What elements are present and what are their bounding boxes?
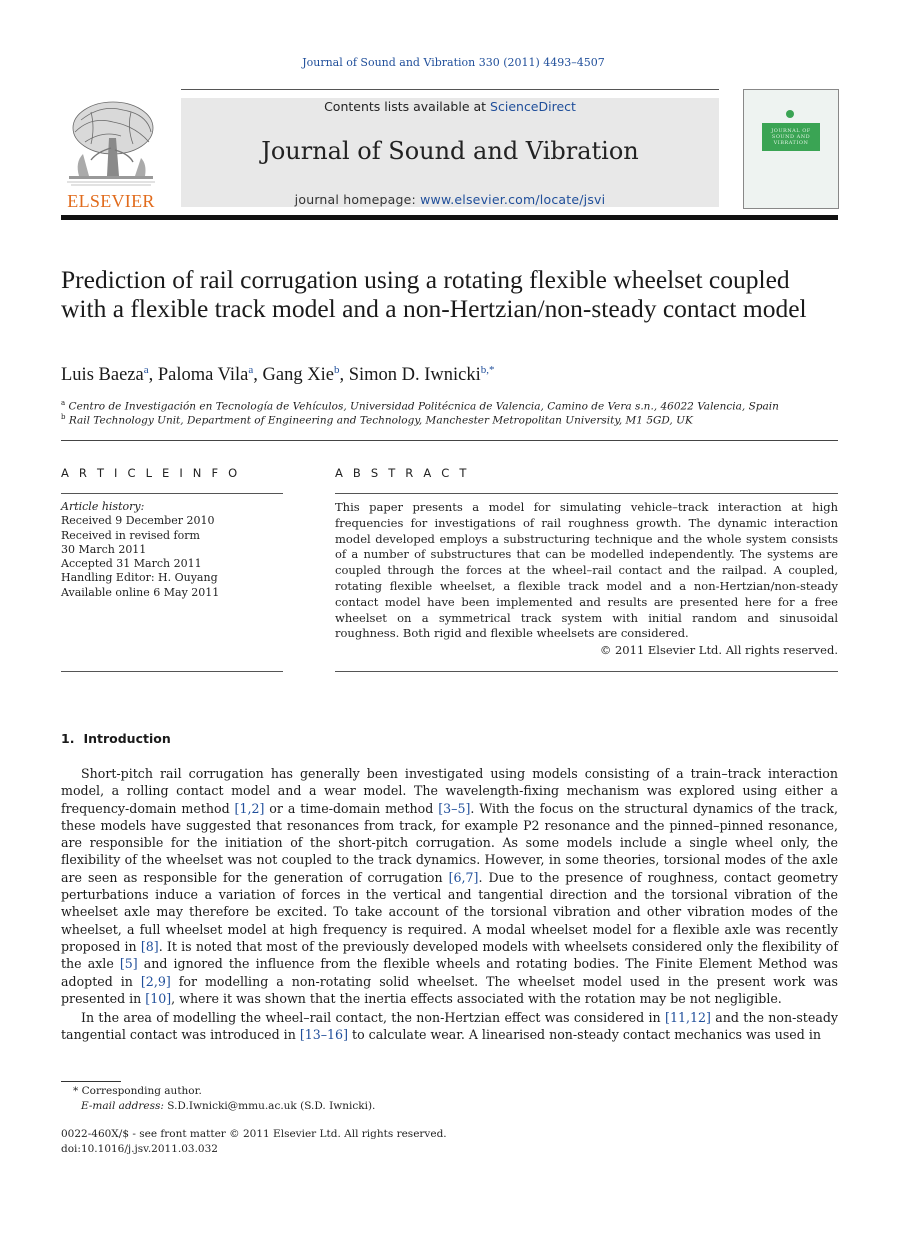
corresponding-author-note: * Corresponding author. [73, 1085, 202, 1097]
article-history [61, 500, 283, 600]
header-bottom-rule [61, 215, 838, 220]
author-name[interactable]: Simon D. Iwnicki [348, 365, 481, 386]
section-number: 1. [61, 731, 75, 746]
elsevier-tree-icon [61, 98, 161, 190]
section-heading [61, 731, 171, 746]
paragraph-text: . Due to the presence of roughness, contact geometry perturbations induce a variation of forces in the vertical and tangential direction and the torsional vibration of the wheelset axle may therefore be excited. To take account of the torsional vibration and other vibration modes of the wheelset, a full wheelset model at high frequency is required. A modal wheelset model for a flexible axle was recently proposed in [61, 869, 839, 954]
article-info-heading: A R T I C L E I N F O [61, 466, 241, 480]
divider [335, 493, 838, 494]
author-affil-mark[interactable]: a [248, 364, 254, 376]
homepage-link[interactable]: www.elsevier.com/locate/jsvi [420, 192, 606, 207]
paragraph-text: Short-pitch rail corrugation has generally been investigated using models consisting of a train–track interaction model, a rolling contact model and a wear model. The wavelength-fixing mechanism was explored using either a frequency-domain method [61, 766, 838, 816]
email-label: E-mail address: [81, 1100, 164, 1112]
author-name[interactable]: Luis Baeza [61, 365, 144, 386]
abstract-text: This paper presents a model for simulating vehicle–track interaction at high frequencies for investigations of rail roughness growth. The dynamic interaction model developed employs a substructuring technique and the whole system consists of a number of substructures that can be modelled independently. The systems are coupled through the forces at the wheel–rail contact and the railpad. A coupled, rotating flexible wheelset, a flexible track model and a non-Hertzian/non-steady contact model have been implemented and results are presented here for a free wheelset on a symmetrical track system with initial random and sinusoidal roughness. Both rigid and flexible wheelsets are considered. [335, 500, 838, 641]
affiliation [61, 399, 779, 413]
cover-title-text: JOURNAL OF SOUND AND VIBRATION [771, 128, 811, 146]
front-matter [61, 1127, 447, 1156]
divider [61, 671, 283, 672]
history-item: Handling Editor: H. Ouyang [61, 571, 218, 585]
citation-link[interactable]: [10] [145, 990, 172, 1006]
citation-link[interactable]: [6,7] [448, 869, 479, 885]
paragraph-text: or a time-domain method [264, 800, 439, 816]
affiliation-mark: b [61, 413, 66, 421]
citation-link[interactable]: [3–5] [438, 800, 471, 816]
section-title: Introduction [83, 731, 171, 746]
divider [61, 493, 283, 494]
author-affil-mark[interactable]: b,* [480, 364, 495, 376]
citation-link[interactable]: [1,2] [234, 800, 265, 816]
abstract-heading: A B S T R A C T [335, 466, 470, 480]
author-separator: , [253, 365, 263, 386]
citation-link[interactable]: [11,12] [665, 1010, 711, 1025]
history-item: Accepted 31 March 2011 [61, 557, 202, 571]
contents-prefix: Contents lists available at [324, 99, 491, 114]
history-item: Received in revised form [61, 528, 200, 542]
author-list [61, 364, 495, 386]
history-item: Available online 6 May 2011 [61, 585, 220, 599]
divider [61, 440, 838, 441]
affiliation-text: Rail Technology Unit, Department of Engineering and Technology, Manchester Metropolitan University, M1 5GD, UK [68, 414, 693, 427]
footnote [73, 1084, 375, 1114]
cover-title-band [762, 123, 820, 151]
author-affil-mark[interactable]: a [143, 364, 149, 376]
cover-emblem-icon [786, 110, 794, 118]
email-line [73, 1099, 375, 1114]
history-label: Article history: [61, 500, 145, 513]
elsevier-wordmark: ELSEVIER [67, 191, 155, 211]
citation-link[interactable]: [5] [119, 956, 138, 972]
journal-cover-thumbnail[interactable] [743, 89, 839, 209]
header-top-rule [181, 89, 719, 90]
history-item: 30 March 2011 [61, 542, 147, 556]
contents-line [181, 99, 719, 114]
author-name[interactable]: Gang Xie [262, 365, 334, 386]
homepage-prefix: journal homepage: [294, 192, 421, 207]
journal-citation[interactable]: Journal of Sound and Vibration 330 (2011) 4493–4507 [302, 56, 605, 69]
journal-name: Journal of Sound and Vibration [261, 137, 639, 165]
body-paragraph [61, 1009, 838, 1044]
paragraph-text: for modelling a non-rotating solid wheelset. The wheelset model used in the present work was presented in [61, 973, 838, 1006]
history-item: Received 9 December 2010 [61, 514, 215, 528]
divider [335, 671, 838, 672]
paragraph-text: and ignored the influence from the flexible wheels and rotating bodies. The Finite Element Method was adopted in [61, 956, 838, 989]
citation-link[interactable]: [8] [140, 938, 159, 954]
paragraph-text: to calculate wear. A linearised non-steady contact mechanics was used in [348, 1027, 821, 1043]
doi-line[interactable]: doi:10.1016/j.jsv.2011.03.032 [61, 1142, 218, 1155]
paragraph-text: . It is noted that most of the previously developed models with wheelsets considered only the flexibility of the axle [61, 938, 838, 972]
paragraph-text: . With the focus on the structural dynamics of the track, these models have suggested that resonances from track, for example P2 resonance and the pinned–pinned resonance, are responsible for the initiation of the short-pitch corrugation. As some models include a single wheel only, the flexibility of the wheelset was not coupled to the track dynamics. However, in some theories, torsional modes of the axle are seen as responsible for the generation of corrugation [61, 800, 838, 885]
author-name[interactable]: Paloma Vila [157, 365, 249, 386]
copyright-notice: © 2011 Elsevier Ltd. All rights reserved. [599, 643, 838, 657]
email-address[interactable]: S.D.Iwnicki@mmu.ac.uk (S.D. Iwnicki). [163, 1100, 376, 1112]
sciencedirect-link[interactable]: ScienceDirect [490, 99, 576, 114]
author-separator: , [148, 365, 158, 386]
affiliation-mark: a [61, 399, 66, 407]
affiliation [61, 413, 693, 427]
footnote-divider [61, 1081, 121, 1082]
affiliation-text: Centro de Investigación en Tecnología de Vehículos, Universidad Politécnica de Valencia, Camino de Vera s.n., 46022 Valencia, Spain [68, 400, 779, 413]
citation-link[interactable]: [13–16] [299, 1027, 348, 1043]
body-paragraph [61, 765, 838, 1007]
citation-link[interactable]: [2,9] [140, 973, 171, 989]
paragraph-text: , where it was shown that the inertia effects associated with the rotation may be not negligible. [171, 990, 782, 1006]
paragraph-text: In the area of modelling the wheel–rail contact, the non-Hertzian effect was considered in [81, 1010, 666, 1025]
front-matter-line: 0022-460X/$ - see front matter © 2011 Elsevier Ltd. All rights reserved. [61, 1128, 447, 1140]
elsevier-logo[interactable] [61, 98, 161, 210]
author-affil-mark[interactable]: b [333, 364, 340, 376]
author-separator: , [339, 365, 349, 386]
article-title: Prediction of rail corrugation using a rotating flexible wheelset coupled with a flexible track model and a non-Hertzian/non-steady contact model [61, 265, 807, 323]
paragraph-text: and the non-steady tangential contact was introduced in [61, 1010, 838, 1043]
homepage-line [181, 192, 719, 207]
